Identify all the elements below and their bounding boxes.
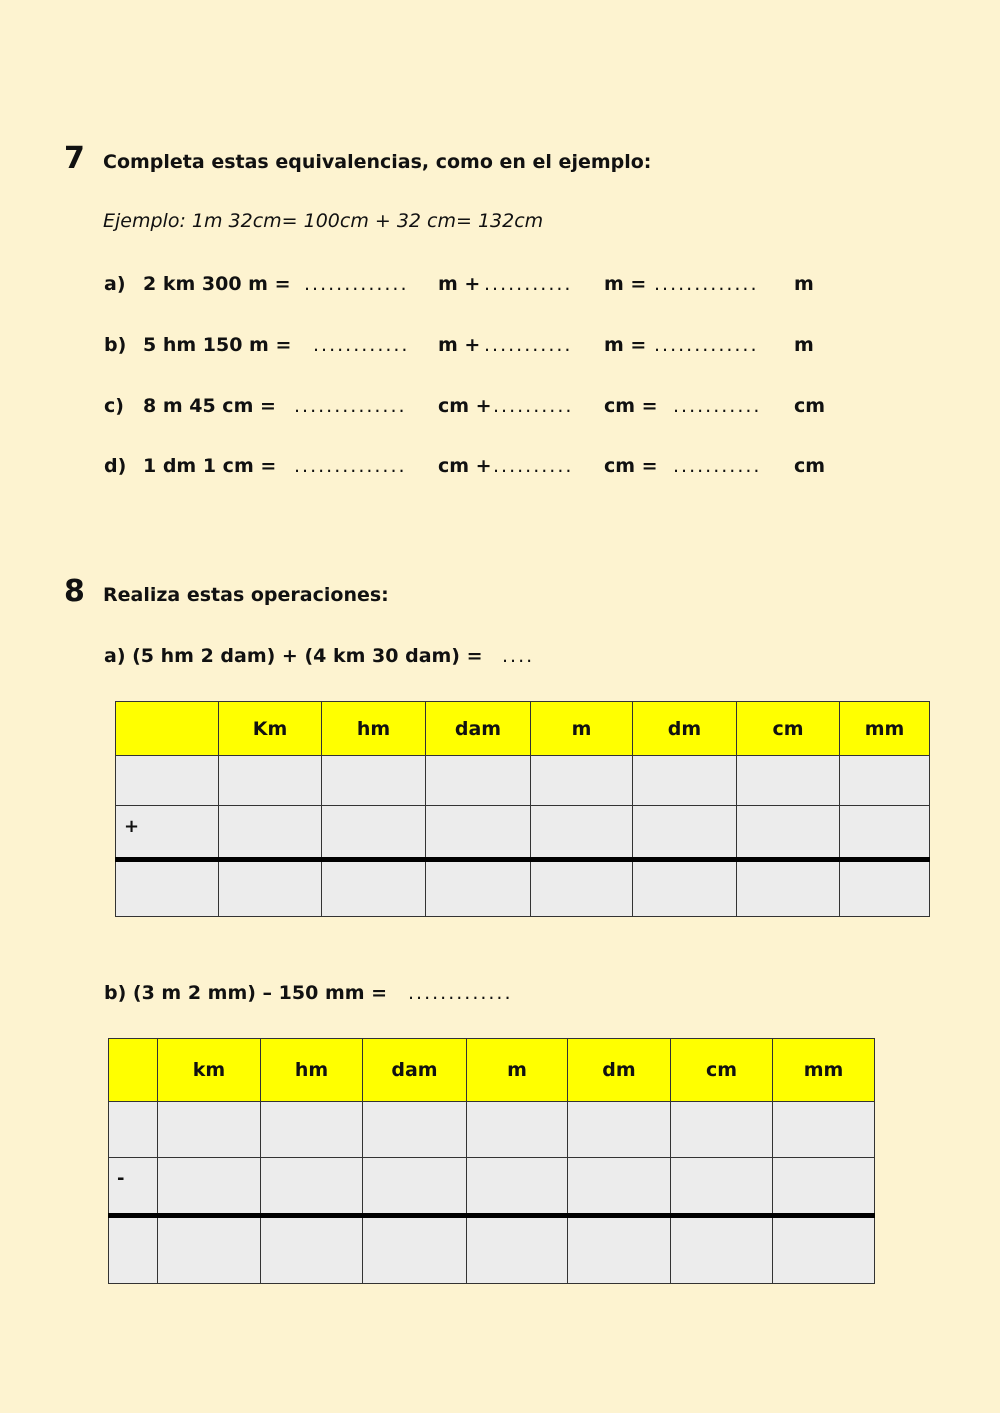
table-cell bbox=[116, 860, 219, 917]
input-cell[interactable] bbox=[568, 1102, 671, 1158]
header-cell: hm bbox=[322, 702, 426, 756]
input-cell[interactable] bbox=[426, 806, 531, 860]
result-cell[interactable] bbox=[426, 860, 531, 917]
header-cell: dm bbox=[633, 702, 737, 756]
unit-label: cm bbox=[794, 455, 826, 477]
header-cell: dam bbox=[426, 702, 531, 756]
header-cell: mm bbox=[773, 1039, 875, 1102]
result-cell[interactable] bbox=[322, 860, 426, 917]
input-cell[interactable] bbox=[363, 1102, 467, 1158]
answer-blank[interactable]: ........... bbox=[484, 273, 573, 295]
result-cell[interactable] bbox=[363, 1216, 467, 1284]
input-cell[interactable] bbox=[671, 1158, 773, 1216]
exercise-8-number: 8 bbox=[64, 574, 85, 609]
header-cell: cm bbox=[737, 702, 840, 756]
answer-blank[interactable]: ............. bbox=[654, 334, 759, 356]
input-cell[interactable] bbox=[322, 806, 426, 860]
header-cell bbox=[116, 702, 219, 756]
input-cell[interactable] bbox=[633, 806, 737, 860]
unit-label: m + bbox=[438, 273, 481, 295]
input-cell[interactable] bbox=[467, 1102, 568, 1158]
unit-label: m = bbox=[604, 334, 647, 356]
answer-blank[interactable]: .......... bbox=[493, 455, 574, 477]
question-b: b) (3 m 2 mm) – 150 mm = bbox=[104, 982, 388, 1004]
header-cell: dam bbox=[363, 1039, 467, 1102]
answer-blank[interactable]: ............ bbox=[313, 334, 410, 356]
header-cell: dm bbox=[568, 1039, 671, 1102]
answer-blank[interactable]: ........... bbox=[673, 455, 762, 477]
answer-blank[interactable]: ............. bbox=[304, 273, 409, 295]
unit-label: cm = bbox=[604, 455, 658, 477]
result-cell[interactable] bbox=[467, 1216, 568, 1284]
input-cell[interactable] bbox=[737, 806, 840, 860]
unit-label: cm = bbox=[604, 395, 658, 417]
input-cell[interactable] bbox=[840, 806, 930, 860]
input-cell[interactable] bbox=[633, 756, 737, 806]
unit-label: cm bbox=[794, 395, 826, 417]
item-letter: d) bbox=[104, 455, 127, 477]
answer-blank[interactable]: .............. bbox=[294, 455, 407, 477]
input-cell[interactable] bbox=[840, 756, 930, 806]
input-cell[interactable] bbox=[671, 1102, 773, 1158]
item-letter: c) bbox=[104, 395, 124, 417]
header-cell: m bbox=[531, 702, 633, 756]
exercise-7-number: 7 bbox=[64, 141, 85, 176]
result-cell[interactable] bbox=[671, 1216, 773, 1284]
item-expression: 1 dm 1 cm = bbox=[143, 455, 277, 477]
input-cell[interactable] bbox=[568, 1158, 671, 1216]
exercise-7-heading: Completa estas equivalencias, como en el ejemplo: bbox=[103, 151, 652, 173]
table-cell bbox=[116, 756, 219, 806]
table-cell bbox=[109, 1102, 158, 1158]
input-cell[interactable] bbox=[158, 1102, 261, 1158]
unit-label: m + bbox=[438, 334, 481, 356]
header-cell: m bbox=[467, 1039, 568, 1102]
result-cell[interactable] bbox=[737, 860, 840, 917]
result-cell[interactable] bbox=[531, 860, 633, 917]
answer-blank[interactable]: .......... bbox=[493, 395, 574, 417]
result-cell[interactable] bbox=[158, 1216, 261, 1284]
result-cell[interactable] bbox=[633, 860, 737, 917]
unit-label: m = bbox=[604, 273, 647, 295]
result-cell[interactable] bbox=[219, 860, 322, 917]
unit-label: cm + bbox=[438, 455, 492, 477]
answer-blank[interactable]: ........... bbox=[484, 334, 573, 356]
header-cell: mm bbox=[840, 702, 930, 756]
header-cell: Km bbox=[219, 702, 322, 756]
input-cell[interactable] bbox=[773, 1158, 875, 1216]
item-expression: 2 km 300 m = bbox=[143, 273, 291, 295]
input-cell[interactable] bbox=[363, 1158, 467, 1216]
table-cell bbox=[109, 1216, 158, 1284]
input-cell[interactable] bbox=[467, 1158, 568, 1216]
answer-blank-a[interactable]: .... bbox=[502, 645, 535, 667]
minus-sign-cell: - bbox=[109, 1158, 158, 1216]
unit-label: m bbox=[794, 273, 814, 295]
input-cell[interactable] bbox=[426, 756, 531, 806]
header-cell bbox=[109, 1039, 158, 1102]
answer-blank[interactable]: ............. bbox=[654, 273, 759, 295]
item-expression: 8 m 45 cm = bbox=[143, 395, 276, 417]
answer-blank[interactable]: .............. bbox=[294, 395, 407, 417]
result-cell[interactable] bbox=[840, 860, 930, 917]
input-cell[interactable] bbox=[531, 806, 633, 860]
input-cell[interactable] bbox=[158, 1158, 261, 1216]
item-expression: 5 hm 150 m = bbox=[143, 334, 292, 356]
result-cell[interactable] bbox=[568, 1216, 671, 1284]
input-cell[interactable] bbox=[261, 1158, 363, 1216]
input-cell[interactable] bbox=[261, 1102, 363, 1158]
addition-table bbox=[115, 701, 930, 917]
result-cell[interactable] bbox=[773, 1216, 875, 1284]
exercise-7-example: Ejemplo: 1m 32cm= 100cm + 32 cm= 132cm bbox=[103, 210, 544, 232]
answer-blank-b[interactable]: ............. bbox=[408, 982, 513, 1004]
unit-label: cm + bbox=[438, 395, 492, 417]
question-a: a) (5 hm 2 dam) + (4 km 30 dam) = bbox=[104, 645, 483, 667]
header-cell: hm bbox=[261, 1039, 363, 1102]
subtraction-table bbox=[108, 1038, 875, 1284]
exercise-8-heading: Realiza estas operaciones: bbox=[103, 584, 389, 606]
input-cell[interactable] bbox=[219, 806, 322, 860]
answer-blank[interactable]: ........... bbox=[673, 395, 762, 417]
unit-label: m bbox=[794, 334, 814, 356]
input-cell[interactable] bbox=[531, 756, 633, 806]
result-cell[interactable] bbox=[261, 1216, 363, 1284]
input-cell[interactable] bbox=[322, 756, 426, 806]
input-cell[interactable] bbox=[219, 756, 322, 806]
item-letter: b) bbox=[104, 334, 127, 356]
input-cell[interactable] bbox=[773, 1102, 875, 1158]
header-cell: km bbox=[158, 1039, 261, 1102]
header-cell: cm bbox=[671, 1039, 773, 1102]
item-letter: a) bbox=[104, 273, 126, 295]
plus-sign-cell: + bbox=[116, 806, 219, 860]
input-cell[interactable] bbox=[737, 756, 840, 806]
